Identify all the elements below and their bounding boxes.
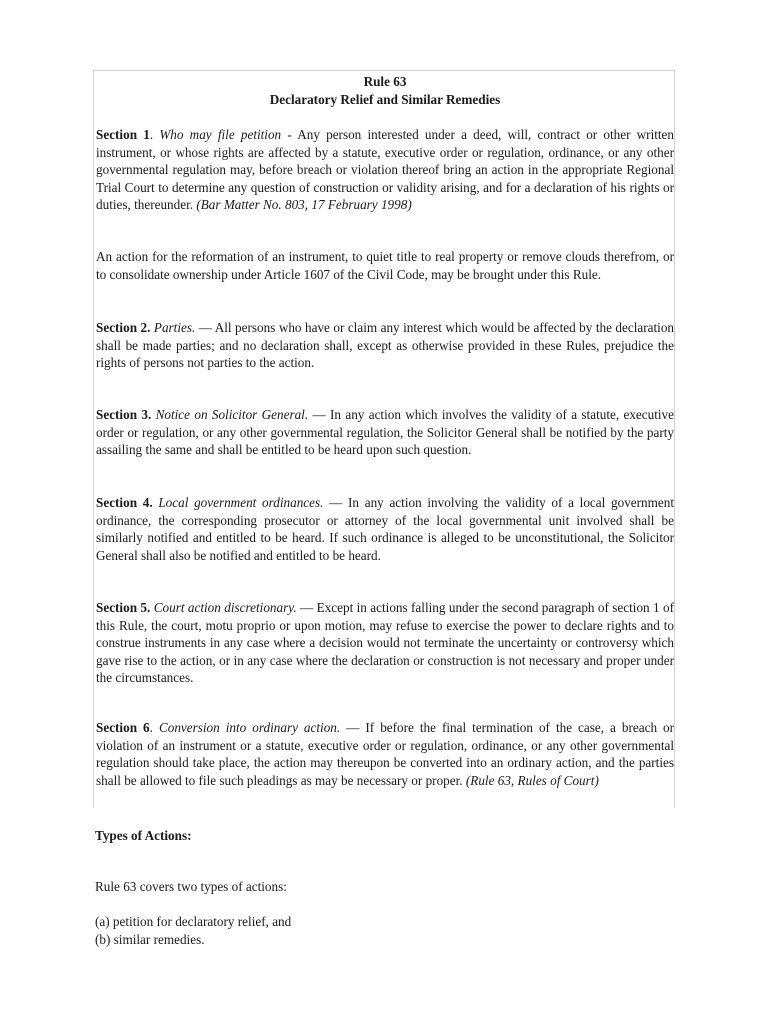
section-text: In any action involving the validity of a local government ordinance, the corresponding prosecutor or attorney of the local governmental unit involved shall be similarly notified and entitled to be heard. If such ordinance is alleged to be unconstitutional, the Solicitor General shall also be notified and entitled to be heard.	[96, 495, 674, 563]
section-heading: Parties.	[153, 320, 196, 335]
type-item-b: (b) similar remedies.	[95, 932, 205, 947]
section-1-paragraph: Section 1. Who may file petition - Any person interested under a deed, will, contract or other written instrument, or whose rights are affected by a statute, executive order or regulation, ordinance, or any other governmental regulation may, before breach or violation thereof bring an action in the appropriate Regional Trial Court to determine any question of construction or validity arising, and for a declaration of his rights or duties, thereunder. (Bar Matter No. 803, 17 February 1998)	[96, 127, 675, 212]
section-label: Section 4.	[96, 495, 153, 510]
rule-text-box	[93, 70, 675, 808]
section-citation: (Bar Matter No. 803, 17 February 1998)	[196, 197, 412, 212]
section-label: Section 2.	[96, 320, 151, 335]
section-label: Section 5.	[96, 600, 151, 615]
section-4-paragraph: Section 4. Local government ordinances. — In any action involving the validity of a local government ordinance, the corresponding prosecutor or attorney of the local governmental unit involved shall be similarly notified and entitled to be heard. If such ordinance is alleged to be unconstitutional, the Solicitor General shall also be notified and entitled to be heard.	[96, 495, 674, 563]
section-label: Section 6	[96, 720, 150, 735]
types-intro: Rule 63 covers two types of actions:	[95, 879, 287, 894]
rule-title: Declaratory Relief and Similar Remedies	[269, 91, 501, 107]
section-text: In any action which involves the validity of a statute, executive order or regulation, or any other governmental regulation, the Solicitor General shall be notified by the party assailing the same and shall be entitled to be heard upon such question.	[96, 407, 675, 457]
section-text: Except in actions falling under the second paragraph of section 1 of this Rule, the court, motu proprio or upon motion, may refuse to exercise the power to declare rights and to construe instruments in any case where a decision would not terminate the uncertainty or controversy which gave rise to the action, or in any case where the declaration or construction is not necessary and proper under the circumstances.	[96, 600, 675, 685]
section-heading: Who may file petition	[159, 127, 282, 142]
types-of-actions-heading: Types of Actions:	[95, 828, 192, 843]
rule-number: Rule 63	[363, 74, 407, 89]
section-heading: Local government ordinances.	[158, 495, 324, 510]
section-heading: Conversion into ordinary action.	[158, 720, 341, 735]
section-text: An action for the reformation of an instrument, to quiet title to real property or remove clouds therefrom, or to consolidate ownership under Article 1607 of the Civil Code, may be brought under this Rule.	[96, 249, 674, 282]
section-citation: (Rule 63, Rules of Court)	[465, 772, 599, 788]
section-2-paragraph: Section 2. Parties. — All persons who have or claim any interest which would be affected by the declaration shall be made parties; and no declaration shall, except as otherwise provided in these Rules, prejudice the rights of persons not parties to the action.	[96, 320, 675, 370]
type-item-a: (a) petition for declaratory relief, and	[95, 914, 292, 929]
section-heading: Notice on Solicitor General.	[155, 407, 309, 422]
section-3-paragraph: Section 3. Notice on Solicitor General. — In any action which involves the validity of a statute, executive order or regulation, or any other governmental regulation, the Solicitor General shall be notified by the party assailing the same and shall be entitled to be heard upon such question.	[96, 407, 675, 457]
section-1-second-paragraph	[96, 248, 674, 283]
section-5-paragraph: Section 5. Court action discretionary. — Except in actions falling under the second paragraph of section 1 of this Rule, the court, motu proprio or upon motion, may refuse to exercise the power to declare rights and to construe instruments in any case where a decision would not terminate the uncertainty or controversy which gave rise to the action, or in any case where the declaration or construction is not necessary and proper under the circumstances.	[96, 600, 675, 685]
section-label: Section 1	[96, 127, 150, 142]
rule-text-content	[96, 73, 675, 788]
section-text: If before the final termination of the case, a breach or violation of an instrument or a statute, executive order or regulation, ordinance, or any other governmental regulation should take place, the action may thereupon be converted into an ordinary action, and the parties shall be allowed to file such pleadings as may be necessary or proper.	[96, 720, 675, 788]
section-heading: Court action discretionary.	[153, 600, 297, 615]
section-text: All persons who have or claim any interest which would be affected by the declaration shall be made parties; and no declaration shall, except as otherwise provided in these Rules, prejudice the rights of persons not parties to the action.	[96, 320, 675, 370]
section-text: Any person interested under a deed, will, contract or other written instrument, or whose rights are affected by a statute, executive order or regulation, ordinance, or any other governmental regulation may, before breach or violation thereof bring an action in the appropriate Regional Trial Court to determine any question of construction or validity arising, and for a declaration of his rights or duties, thereunder.	[96, 127, 675, 212]
section-6-paragraph: Section 6. Conversion into ordinary action. — If before the final termination of the case, a breach or violation of an instrument or a statute, executive order or regulation, ordinance, or any other governmental regulation should take place, the action may thereupon be converted into an ordinary action, and the parties shall be allowed to file such pleadings as may be necessary or proper. (Rule 63, Rules of Court)	[96, 720, 675, 788]
section-label: Section 3.	[96, 407, 152, 422]
